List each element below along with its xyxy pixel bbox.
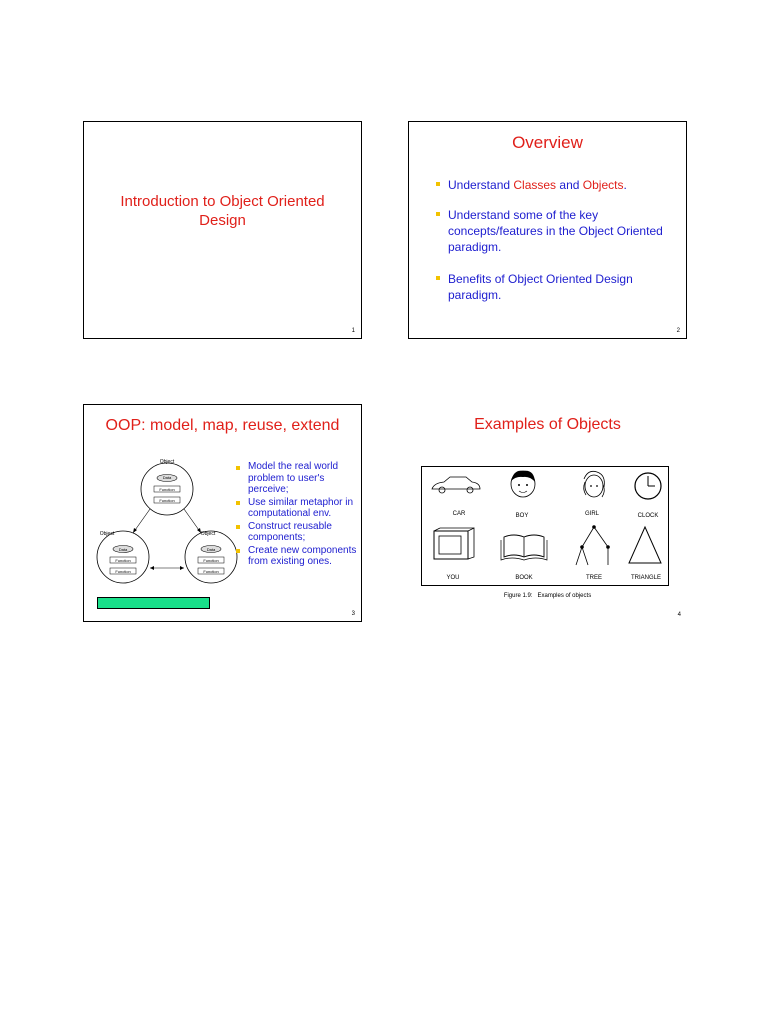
monitor-icon (434, 528, 474, 559)
slide-3-bullet-1: Model the real world problem to user's perceive; (236, 461, 360, 496)
girl-icon (584, 471, 605, 497)
slide-1 (83, 121, 362, 339)
label-car: CAR (452, 511, 466, 517)
label-triangle: TRIANGLE (630, 575, 661, 581)
diagram-top-data-label: Data (162, 475, 172, 480)
label-you: YOU (446, 575, 460, 581)
slide-4 (408, 404, 687, 622)
green-highlight-bar (97, 597, 210, 609)
label-boy: BOY (515, 513, 529, 519)
slide-1-title (84, 192, 361, 230)
book-icon (501, 535, 547, 560)
figure-caption: Figure 1.9: Examples of objects (503, 593, 592, 599)
slide-3-bullet-3: Construct reusable components; (236, 521, 360, 544)
slide-1-number: 1 (351, 328, 355, 334)
diagram-right-data-label: Data (206, 547, 216, 552)
label-book: BOOK (515, 575, 533, 581)
slide-3-bullets (236, 461, 360, 568)
diagram-right-object-label: Object (200, 531, 216, 537)
slide-3-bullet-2: Use similar metaphor in computational env. (236, 497, 360, 520)
diagram-top-object-label: Object (159, 459, 175, 465)
diagram-top-function-label-1: Function (159, 487, 175, 492)
slide-4-title: Examples of Objects (474, 416, 621, 433)
diagram-right-function-label-2: Function (203, 569, 219, 574)
slide-2-title: Overview (512, 133, 583, 152)
slide-1-title-line1: Introduction to Object Oriented (120, 193, 325, 210)
slide-2-number: 2 (676, 328, 680, 334)
objects-figure (421, 466, 669, 586)
label-clock: CLOCK (637, 513, 659, 519)
slide-3-number: 3 (351, 611, 355, 617)
boy-icon (511, 471, 535, 497)
slide-2 (408, 121, 687, 339)
diagram-right-function-label-1: Function (203, 558, 219, 563)
label-tree: TREE (585, 575, 602, 581)
slide-1-title-line2: Design (199, 212, 246, 229)
car-icon (432, 477, 480, 493)
diagram-left-data-label: Data (118, 547, 128, 552)
slide-2-bullet-3: Benefits of Object Oriented Design paradigm. (436, 271, 681, 303)
slide-2-bullet-1: Understand Classes and Objects. (436, 177, 681, 193)
slide-2-bullet-2: Understand some of the key concepts/features in the Object Oriented paradigm. (436, 207, 681, 255)
label-girl: GIRL (584, 511, 599, 517)
triangle-icon (629, 527, 661, 563)
diagram-left-function-label-2: Function (115, 569, 131, 574)
tree-icon (576, 525, 610, 565)
diagram-top-function-label-2: Function (159, 498, 175, 503)
slide-4-number: 4 (677, 612, 681, 618)
slide-2-bullets (436, 177, 681, 303)
slide-3-title: OOP: model, map, reuse, extend (105, 417, 340, 434)
slide-3 (83, 404, 362, 622)
objects-figure-art (422, 467, 670, 587)
clock-icon (635, 473, 661, 499)
diagram-left-object-label: Object (99, 531, 115, 537)
slide-3-bullet-4: Create new components from existing ones. (236, 545, 360, 568)
diagram-left-function-label-1: Function (115, 558, 131, 563)
